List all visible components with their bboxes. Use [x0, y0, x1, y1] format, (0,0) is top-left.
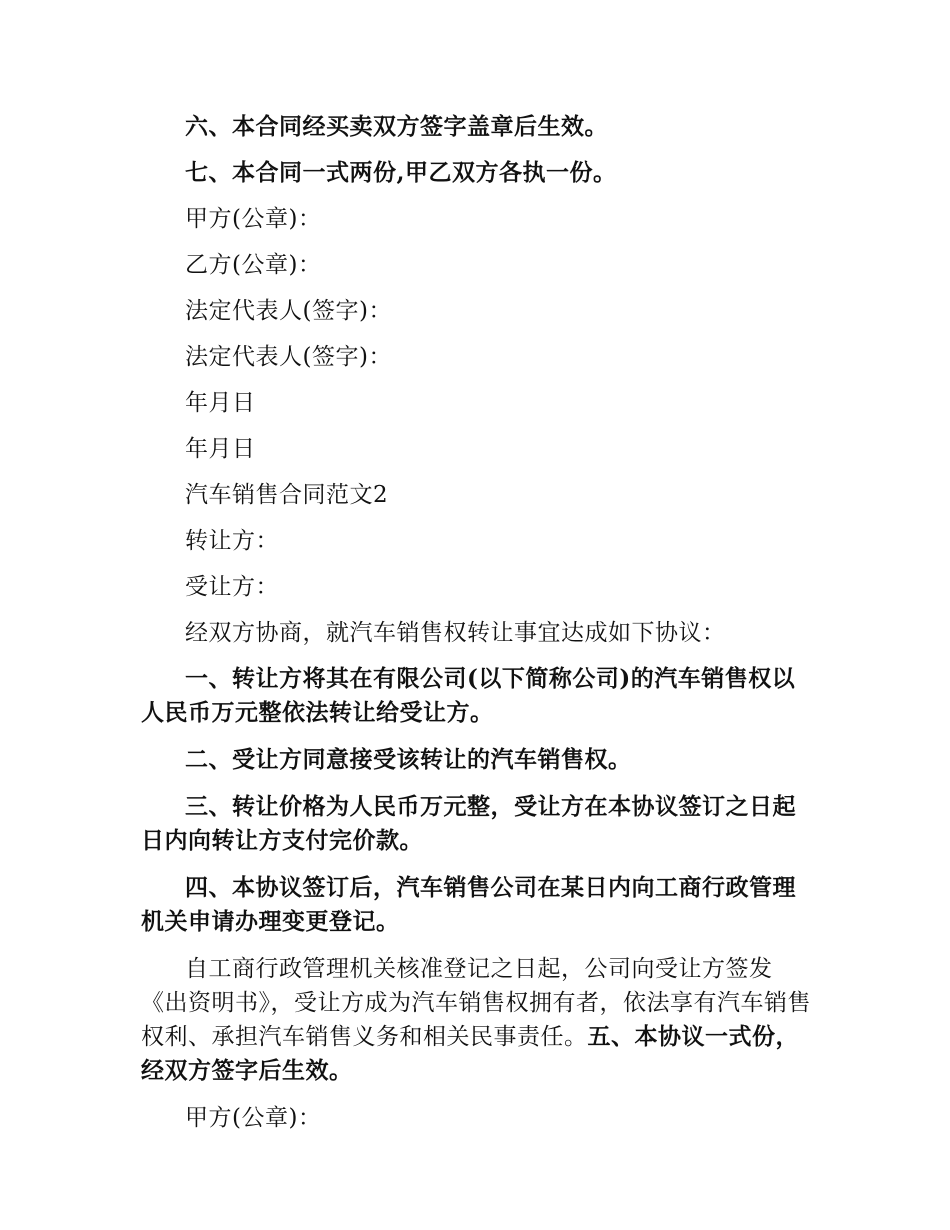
- document-body: [141, 110, 813, 1135]
- clause-six: 六、本合同经买卖双方签字盖章后生效。: [185, 113, 608, 140]
- registration-text: 自工商行政管理机关核准登记之日起，公司向受让方签发《出资明书》，受让方成为汽车销售权拥有者，依法享有汽车销售权利、承担汽车销售义务和相关民事责任。: [141, 956, 811, 1050]
- transferor-line: 转让方：: [185, 528, 279, 554]
- clause-one: 一、转让方将其在有限公司(以下简称公司)的汽车销售权以人民币万元整依法转让给受让方。: [141, 665, 796, 726]
- party-a-seal-bottom: 甲方(公章)：: [185, 1105, 322, 1131]
- agreement-intro: 经双方协商，就汽车销售权转让事宜达成如下协议：: [185, 620, 726, 646]
- date-line-b: 年月日: [185, 436, 256, 462]
- registration-paragraph: [141, 952, 813, 1088]
- date-line-a: 年月日: [185, 390, 256, 416]
- transferee-line: 受让方：: [185, 574, 279, 600]
- clause-five: 五、本协议一式份，经双方签字后生效。: [141, 1023, 799, 1084]
- legal-rep-signature-a: 法定代表人(签字)：: [185, 298, 392, 324]
- section-title: 汽车销售合同范文2: [185, 482, 389, 508]
- party-b-seal: 乙方(公章)：: [185, 252, 322, 278]
- clause-three: 三、转让价格为人民币万元整，受让方在本协议签订之日起日内向转让方支付完价款。: [141, 793, 796, 854]
- party-a-seal: 甲方(公章)：: [185, 206, 322, 232]
- clause-four: 四、本协议签订后，汽车销售公司在某日内向工商行政管理机关申请办理变更登记。: [141, 874, 796, 935]
- clause-two: 二、受让方同意接受该转让的汽车销售权。: [185, 746, 632, 773]
- clause-seven: 七、本合同一式两份,甲乙双方各执一份。: [185, 159, 617, 186]
- legal-rep-signature-b: 法定代表人(签字)：: [185, 344, 392, 370]
